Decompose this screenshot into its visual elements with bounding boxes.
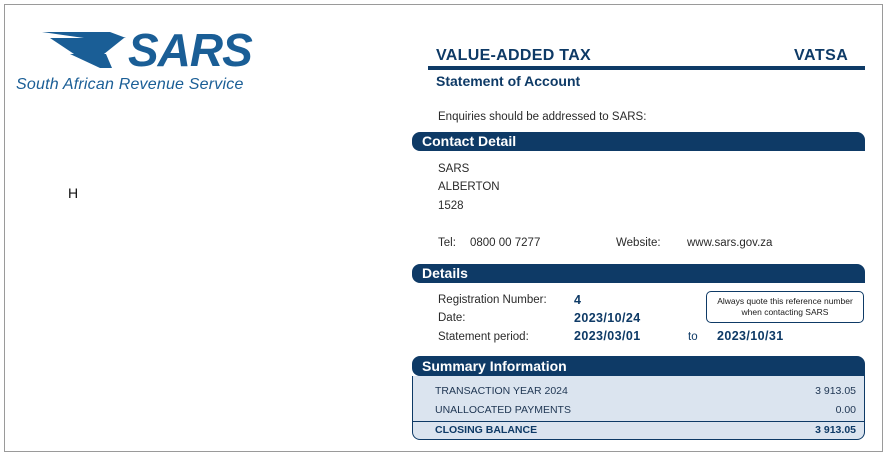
summary-row-amount: 0.00 [835, 404, 856, 416]
summary-row-amount: 3 913.05 [815, 385, 856, 397]
date-value: 2023/10/24 [574, 311, 641, 325]
period-label: Statement period: [438, 331, 529, 343]
closing-balance-amount: 3 913.05 [815, 424, 856, 436]
logo-wordmark: SARS [128, 28, 252, 72]
period-to-label: to [688, 331, 698, 343]
recipient-name: H [68, 185, 79, 201]
closing-balance-row [413, 421, 864, 439]
closing-balance-label: CLOSING BALANCE [435, 424, 538, 436]
registration-label: Registration Number: [438, 294, 547, 306]
summary-row-label: TRANSACTION YEAR 2024 [435, 385, 568, 397]
summary-row [413, 385, 864, 403]
document-title: VALUE-ADDED TAX [436, 47, 592, 64]
website-label: Website: [616, 237, 661, 249]
title-divider [428, 66, 865, 70]
summary-row [413, 404, 864, 422]
contact-line-postcode: 1528 [438, 200, 464, 212]
summary-table [412, 376, 865, 440]
document-code: VATSA [794, 47, 849, 64]
enquiries-note: Enquiries should be addressed to SARS: [438, 111, 647, 123]
details-heading: Details [412, 264, 865, 283]
sars-logo [14, 26, 284, 96]
period-to-value: 2023/10/31 [717, 329, 784, 343]
tel-value: 0800 00 7277 [470, 237, 541, 249]
website-link[interactable]: www.sars.gov.za [687, 237, 773, 249]
summary-row-label: UNALLOCATED PAYMENTS [435, 404, 571, 416]
contact-line-city: ALBERTON [438, 181, 500, 193]
period-from-value: 2023/03/01 [574, 329, 641, 343]
tel-label: Tel: [438, 237, 456, 249]
contact-line-name: SARS [438, 163, 470, 175]
registration-value: 4 [574, 293, 582, 307]
summary-heading: Summary Information [412, 356, 865, 376]
contact-detail-heading: Contact Detail [412, 132, 865, 151]
logo-tagline: South African Revenue Service [16, 76, 244, 93]
reference-notice: Always quote this reference number when contacting SARS [706, 291, 864, 323]
sars-logo-mark [40, 28, 290, 72]
document-subtitle: Statement of Account [436, 73, 581, 89]
date-label: Date: [438, 312, 466, 324]
